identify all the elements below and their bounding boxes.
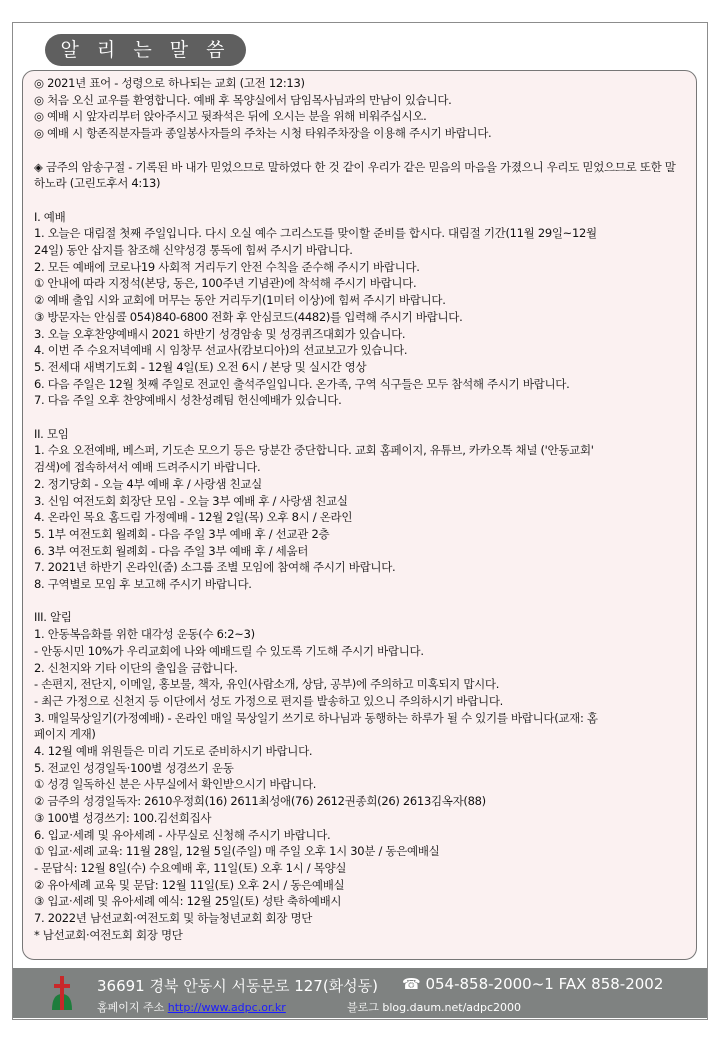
list-item: 1. 수요 오전예배, 베스퍼, 기도손 모으기 등은 당분간 중단합니다. 교회 홈페이지, 유튜브, 카카오톡 채널 ('안동교회' bbox=[34, 443, 594, 458]
list-item: 5. 1부 여전도회 월례회 - 다음 주일 3부 예배 후 / 선교관 2층 bbox=[34, 526, 330, 541]
list-item: 2. 정기당회 - 오늘 4부 예배 후 / 사랑샘 친교실 bbox=[34, 476, 262, 491]
list-item: 4. 12월 예배 위원들은 미리 기도로 준비하시기 바랍니다. bbox=[34, 744, 313, 759]
footer-address: 36691 경북 안동시 서동문로 127(화성동) bbox=[97, 977, 379, 995]
list-item: 24일) 동안 삽지를 참조해 신약성경 통독에 힘써 주시기 바랍니다. bbox=[34, 243, 353, 257]
list-item: ① 입교·세례 교육: 11월 28일, 12월 5일(주일) 매 주일 오후 1시 30분 / 동은예배실 bbox=[34, 844, 440, 859]
section-heading: I. 예배 bbox=[34, 209, 66, 224]
list-item: - 최근 가정으로 신천지 등 이단에서 성도 가정으로 편지를 발송하고 있으니 주의하시기 바랍니다. bbox=[34, 693, 504, 708]
list-item: - 손편지, 전단지, 이메일, 홍보물, 책자, 유인(사람소개, 상담, 공부)에 주의하고 미혹되지 맙시다. bbox=[34, 677, 500, 692]
intro-line: ◎ 예배 시 앞자리부터 앉아주시고 뒷좌석은 뒤에 오시는 분을 위해 비워주십시오. bbox=[34, 109, 427, 124]
list-item: 1. 안동복음화를 위한 대각성 운동(수 6:2~3) bbox=[34, 627, 255, 642]
memory-verse: ◈ 금주의 암송구절 - 기록된 바 내가 믿었으므로 말하였다 한 것 같이 우리가 같은 믿음의 마음을 가졌으니 우리도 믿었으므로 또한 말하노라 (고린도후서 4:13) bbox=[34, 159, 676, 191]
spacer bbox=[34, 192, 686, 209]
meeting-section bbox=[34, 426, 686, 593]
list-item: 3. 오늘 오후찬양예배시 2021 하반기 성경암송 및 성경퀴즈대회가 있습니다. bbox=[34, 326, 406, 341]
list-item: 4. 이번 주 수요저녁예배 시 임창무 선교사(캄보디아)의 선교보고가 있습니다. bbox=[34, 343, 408, 358]
list-item: 7. 2021년 하반기 온라인(줌) 소그룹 조별 모임에 참여해 주시기 바랍니다. bbox=[34, 560, 396, 575]
footer-bar bbox=[13, 968, 707, 1018]
list-item: * 남선교회·여전도회 회장 명단 bbox=[34, 927, 183, 942]
list-item: 5. 전교인 성경일독·100별 성경쓰기 운동 bbox=[34, 760, 234, 775]
list-item: - 안동시민 10%가 우리교회에 나와 예배드릴 수 있도록 기도해 주시기 바랍니다. bbox=[34, 643, 424, 658]
list-item: 검색)에 접속하셔서 예배 드려주시기 바랍니다. bbox=[34, 460, 261, 475]
list-item: 1. 오늘은 대림절 첫째 주일입니다. 다시 오실 예수 그리스도를 맞이할 준비를 합시다. 대림절 기간(11월 29일~12월 bbox=[34, 226, 597, 241]
spacer bbox=[34, 142, 686, 159]
footer-phone: ☎ 054-858-2000~1 FAX 858-2002 bbox=[402, 975, 664, 993]
worship-section bbox=[34, 209, 686, 409]
list-item: 페이지 게재) bbox=[34, 727, 96, 742]
spacer bbox=[34, 409, 686, 426]
list-item: 6. 3부 여전도회 월례회 - 다음 주일 3부 예배 후 / 세움터 bbox=[34, 543, 309, 558]
list-item: ③ 100별 성경쓰기: 100.김선희집사 bbox=[34, 810, 212, 825]
list-item: 6. 입교·세례 및 유아세례 - 사무실로 신청해 주시기 바랍니다. bbox=[34, 827, 331, 842]
list-item: 5. 전세대 새벽기도회 - 12월 4일(토) 오전 6시 / 본당 및 실시간 영상 bbox=[34, 359, 367, 374]
list-item: 8. 구역별로 모임 후 보고해 주시기 바랍니다. bbox=[34, 577, 252, 592]
section-heading: II. 모임 bbox=[34, 426, 69, 441]
homepage-label: 홈페이지 주소 bbox=[97, 1001, 165, 1014]
footer-links bbox=[97, 999, 522, 1015]
list-item: 2. 신천지와 기타 이단의 출입을 금합니다. bbox=[34, 660, 238, 675]
list-item: ③ 입교·세례 및 유아세례 예식: 12월 25일(토) 성탄 축하예배시 bbox=[34, 894, 342, 909]
homepage-link[interactable]: http://www.adpc.or.kr bbox=[167, 1001, 286, 1014]
intro-list bbox=[34, 75, 686, 142]
list-item: ③ 방문자는 안심콜 054)840-6800 전화 후 안심코드(4482)를 입력해 주시기 바랍니다. bbox=[34, 309, 463, 324]
list-item: - 문답식: 12월 8일(수) 수요예배 후, 11일(토) 오후 1시 / 목양실 bbox=[34, 860, 347, 875]
list-item: ② 예배 출입 시와 교회에 머무는 동안 거리두기(1미터 이상)에 힘써 주시기 바랍니다. bbox=[34, 293, 446, 308]
spacer bbox=[34, 593, 686, 610]
church-logo-icon bbox=[51, 976, 73, 1010]
section-heading: III. 알림 bbox=[34, 610, 72, 625]
announcements-box bbox=[22, 70, 697, 960]
list-item: 7. 2022년 남선교회·여전도회 및 하늘청년교회 회장 명단 bbox=[34, 911, 313, 926]
notice-section bbox=[34, 609, 686, 943]
list-item: 7. 다음 주일 오후 찬양예배시 성찬성례팀 헌신예배가 있습니다. bbox=[34, 393, 342, 408]
section-title: 알 리 는 말 씀 bbox=[45, 34, 246, 66]
list-item: 2. 모든 예배에 코로나19 사회적 거리두기 안전 수칙을 준수해 주시기 바랍니다. bbox=[34, 259, 420, 274]
list-item: 6. 다음 주일은 12월 첫째 주일로 전교인 출석주일입니다. 온가족, 구역 식구들은 모두 참석해 주시기 바랍니다. bbox=[34, 376, 570, 391]
footer-contact bbox=[97, 975, 664, 996]
intro-line: ◎ 예배 시 항존직분자들과 종일봉사자들의 주차는 시청 타워주차장을 이용해 주시기 바랍니다. bbox=[34, 126, 492, 141]
list-item: ① 안내에 따라 지정석(본당, 동은, 100주년 기념관)에 착석해 주시기 바랍니다. bbox=[34, 276, 417, 291]
intro-line: ◎ 처음 오신 교우를 환영합니다. 예배 후 목양실에서 담임목사님과의 만남이 있습니다. bbox=[34, 92, 452, 107]
intro-line: ◎ 2021년 표어 - 성령으로 하나되는 교회 (고전 12:13) bbox=[34, 76, 305, 90]
blog-address: 블로그 blog.daum.net/adpc2000 bbox=[347, 1001, 522, 1014]
list-item: ① 성경 일독하신 분은 사무실에서 확인받으시기 바랍니다. bbox=[34, 777, 317, 792]
list-item: 3. 신임 여전도회 회장단 모임 - 오늘 3부 예배 후 / 사랑샘 친교실 bbox=[34, 493, 348, 508]
list-item: ② 유아세례 교육 및 문답: 12월 11일(토) 오후 2시 / 동은예배실 bbox=[34, 877, 345, 892]
list-item: ② 금주의 성경일독자: 2610우정희(16) 2611최성애(76) 2612권종희(26) 2613김옥자(88) bbox=[34, 794, 486, 809]
list-item: 3. 매일묵상일기(가정예배) - 온라인 매일 묵상일기 쓰기로 하나님과 동행하는 하루가 될 수 있기를 바랍니다(교재: 홈 bbox=[34, 710, 598, 725]
list-item: 4. 온라인 목요 홈드림 가정예배 - 12월 2일(목) 오후 8시 / 온라인 bbox=[34, 510, 353, 525]
